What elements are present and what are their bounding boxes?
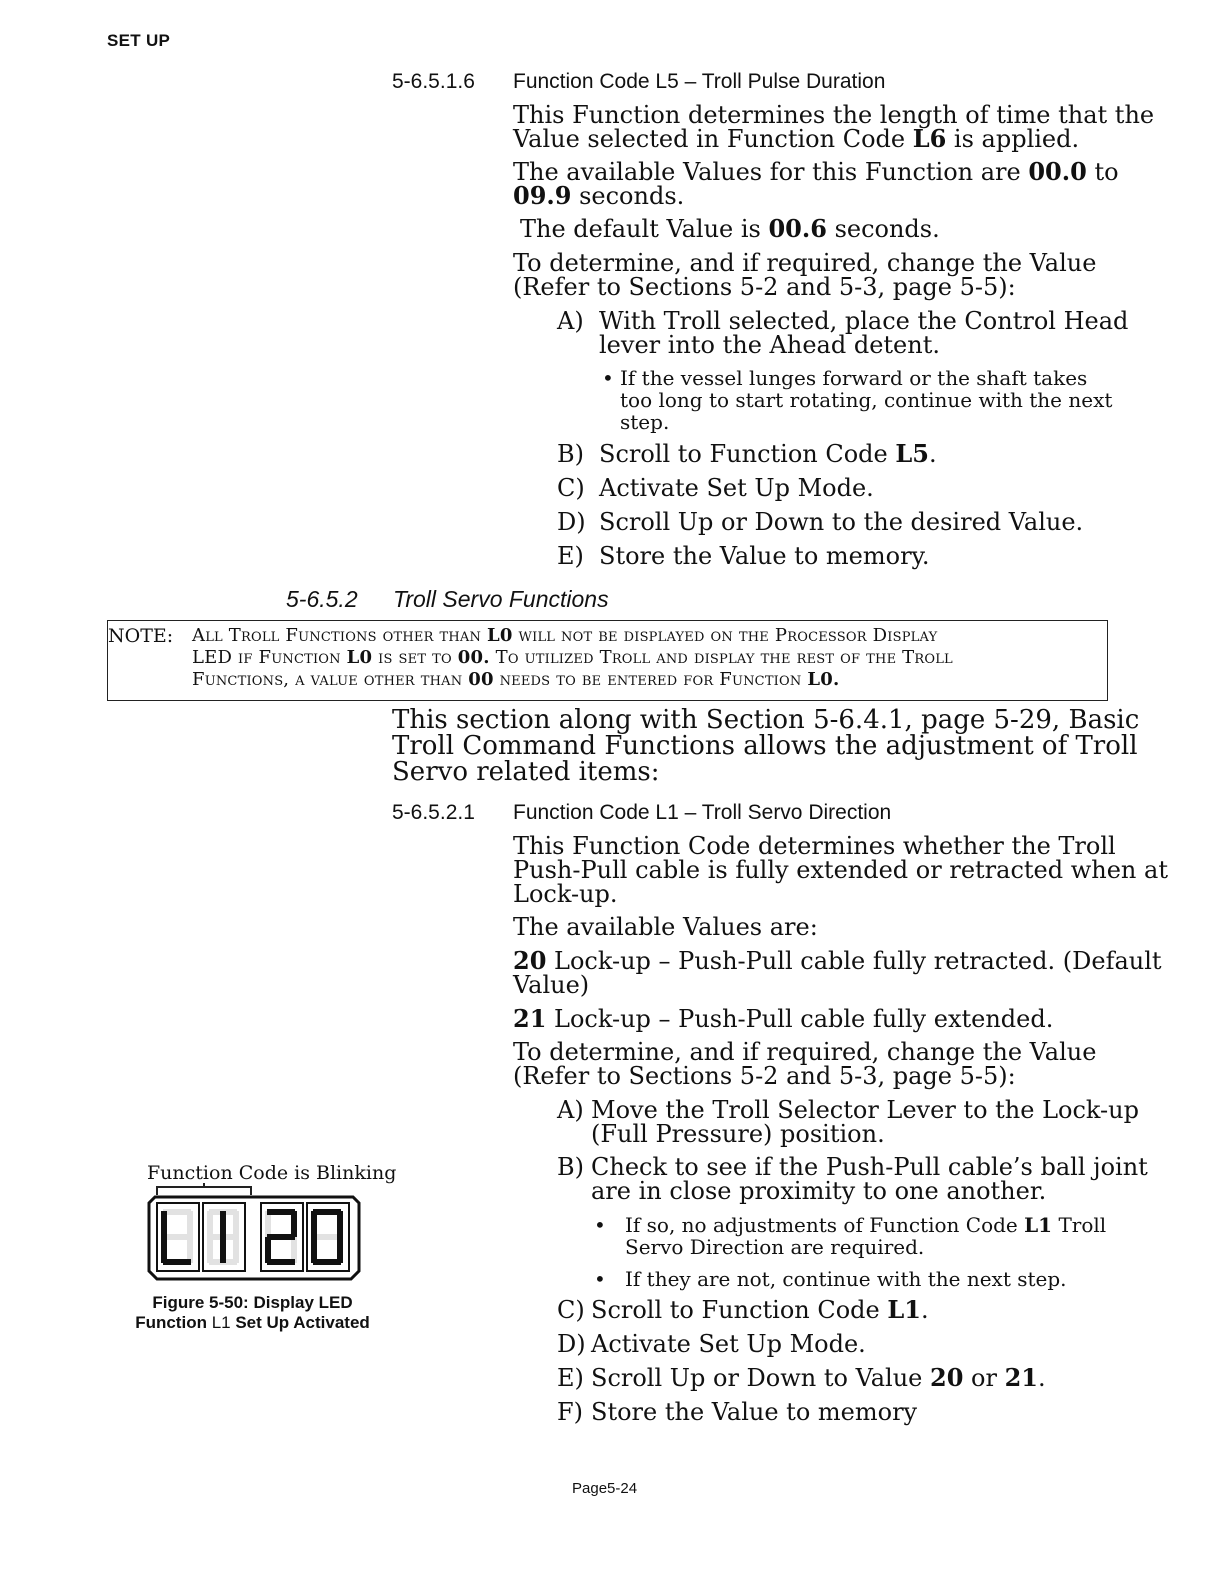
led-display-figure bbox=[145, 1183, 363, 1283]
s3-step-a-line-1: Move the Troll Selector Lever to the Lock-up bbox=[591, 1096, 1139, 1124]
s1-bullet-line-3: step. bbox=[620, 410, 670, 434]
s1-step-d: Scroll Up or Down to the desired Value. bbox=[599, 508, 1084, 536]
section-title-troll-servo: Troll Servo Functions bbox=[393, 586, 609, 612]
note-line-1: All Troll Functions other than L0 will not be displayed on the Processor Display bbox=[192, 625, 938, 646]
s3-bullet-1-icon: • bbox=[594, 1213, 606, 1237]
s1-step-a-mark: A) bbox=[557, 307, 584, 335]
section-number-5-6-5-2-1: 5-6.5.2.1 bbox=[392, 801, 475, 824]
s3-value-20: 20 Lock-up – Push-Pull cable fully retracted. (Default bbox=[513, 946, 1162, 975]
s3-bullet-1-line-1: If so, no adjustments of Function Code L1 Troll bbox=[625, 1213, 1107, 1237]
s1-bullet-line-2: too long to start rotating, continue with the next bbox=[620, 388, 1113, 412]
s3-paragraph-1-line-2: Push-Pull cable is fully extended or retracted when at bbox=[513, 856, 1168, 884]
s3-paragraph-4-line-2: (Refer to Sections 5-2 and 5-3, page 5-5): bbox=[513, 1062, 1016, 1090]
s3-step-d-mark: D) bbox=[557, 1330, 586, 1358]
s1-step-a-line-2: lever into the Ahead detent. bbox=[599, 331, 940, 359]
s1-default-value: The default Value is 00.6 seconds. bbox=[520, 214, 940, 243]
s3-paragraph-4-line-1: To determine, and if required, change the Value bbox=[513, 1038, 1097, 1066]
note-line-3: Functions, a value other than 00 needs to be entered for Function L0. bbox=[192, 669, 840, 690]
s3-available-values: The available Values are: bbox=[513, 913, 818, 941]
section-title-l5: Function Code L5 – Troll Pulse Duration bbox=[513, 70, 886, 93]
s3-step-f: Store the Value to memory bbox=[591, 1398, 918, 1426]
s1-paragraph-2-line-1: The available Values for this Function are 00.0 to bbox=[513, 157, 1119, 186]
s3-step-c-mark: C) bbox=[557, 1296, 585, 1324]
s3-bullet-2: If they are not, continue with the next step. bbox=[625, 1267, 1067, 1291]
s3-step-e-mark: E) bbox=[557, 1364, 584, 1392]
s1-step-a-line-1: With Troll selected, place the Control Head bbox=[599, 307, 1129, 335]
intro-line-3: Servo related items: bbox=[392, 757, 660, 787]
s3-step-c: Scroll to Function Code L1. bbox=[591, 1295, 929, 1324]
running-header: SET UP bbox=[107, 31, 171, 50]
s1-step-e: Store the Value to memory. bbox=[599, 542, 930, 570]
s3-value-20-line-2: Value) bbox=[513, 971, 590, 999]
blinking-bracket-icon bbox=[157, 1187, 251, 1195]
led-digit-1 bbox=[220, 1211, 226, 1263]
s3-step-b-mark: B) bbox=[557, 1153, 584, 1181]
s1-bullet-line-1: If the vessel lunges forward or the shaft takes bbox=[620, 366, 1088, 390]
section-title-l1: Function Code L1 – Troll Servo Direction bbox=[513, 801, 892, 824]
figure-caption-line-2: Function L1 Set Up Activated bbox=[135, 1313, 370, 1332]
s1-step-b: Scroll to Function Code L5. bbox=[599, 439, 937, 468]
s3-bullet-2-icon: • bbox=[594, 1267, 606, 1291]
s1-paragraph-1-line-1: This Function determines the length of time that the bbox=[513, 101, 1155, 129]
s3-step-b-line-1: Check to see if the Push-Pull cable’s ball joint bbox=[591, 1153, 1148, 1181]
section-number-5-6-5-2: 5-6.5.2 bbox=[286, 586, 358, 612]
s3-step-f-mark: F) bbox=[557, 1398, 584, 1426]
s1-bullet-icon: • bbox=[602, 366, 614, 390]
intro-line-2: Troll Command Functions allows the adjustment of Troll bbox=[392, 731, 1138, 761]
s3-step-e: Scroll Up or Down to Value 20 or 21. bbox=[591, 1363, 1046, 1392]
s3-step-a-line-2: (Full Pressure) position. bbox=[591, 1120, 885, 1148]
page-number: Page5-24 bbox=[572, 1480, 638, 1497]
s3-paragraph-1-line-3: Lock-up. bbox=[513, 880, 618, 908]
s3-bullet-1-line-2: Servo Direction are required. bbox=[625, 1235, 925, 1259]
note-line-2: LED if Function L0 is set to 00. To utilized Troll and display the rest of the Troll bbox=[192, 647, 953, 668]
intro-line-1: This section along with Section 5-6.4.1, page 5-29, Basic bbox=[392, 705, 1140, 735]
s1-paragraph-4-line-2: (Refer to Sections 5-2 and 5-3, page 5-5): bbox=[513, 273, 1016, 301]
s1-step-c: Activate Set Up Mode. bbox=[599, 474, 874, 502]
s1-step-b-mark: B) bbox=[557, 440, 584, 468]
s1-step-d-mark: D) bbox=[557, 508, 586, 536]
s1-step-c-mark: C) bbox=[557, 474, 585, 502]
s1-step-e-mark: E) bbox=[557, 542, 584, 570]
note-label: NOTE: bbox=[108, 625, 174, 647]
s3-paragraph-1-line-1: This Function Code determines whether the Troll bbox=[513, 832, 1116, 860]
s1-paragraph-4-line-1: To determine, and if required, change the Value bbox=[513, 249, 1097, 277]
led-figure-label: Function Code is Blinking bbox=[147, 1162, 397, 1184]
note-text bbox=[192, 625, 1102, 691]
figure-caption-line-1: Figure 5-50: Display LED bbox=[152, 1293, 353, 1312]
section-number-5-6-5-1-6: 5-6.5.1.6 bbox=[392, 70, 475, 93]
s3-value-21: 21 Lock-up – Push-Pull cable fully extended. bbox=[513, 1004, 1054, 1033]
note-box bbox=[107, 620, 1108, 701]
s3-step-b-line-2: are in close proximity to one another. bbox=[591, 1177, 1047, 1205]
s3-step-d: Activate Set Up Mode. bbox=[591, 1330, 866, 1358]
s3-step-a-mark: A) bbox=[557, 1096, 584, 1124]
s1-paragraph-1-line-2: Value selected in Function Code L6 is applied. bbox=[513, 124, 1080, 153]
s1-paragraph-2-line-2: 09.9 seconds. bbox=[513, 181, 685, 210]
